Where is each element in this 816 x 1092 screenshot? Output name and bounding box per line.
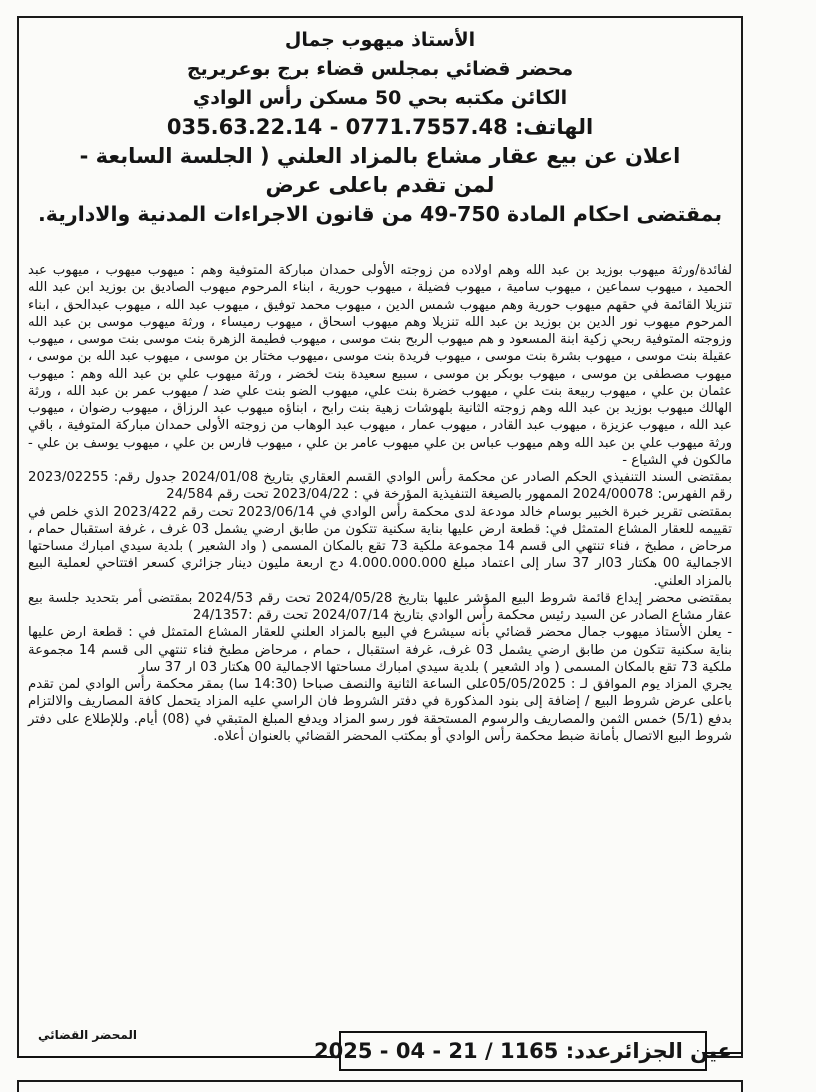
bailiff-name: الأستاذ ميهوب جمال — [284, 29, 476, 51]
announcement-title: اعلان عن بيع عقار مشاع بالمزاد العلني ( الجلسة السابعة - — [79, 144, 681, 168]
parties-paragraph: لفائدة/ورثة ميهوب بوزيد بن عبد الله وهم اولاده من زوجته الأولى حمدان مباركة المتوفية وهم : ميهوب ميهوب ، ميهوب عبد الحميد ، ميهوب سماعين ، ميهوب سامية ، ميهوب فضيلة ، ميهوب حورية ، ابناء المرحوم ميهوب الصاديق بن بوزيد ابن عبد الله تنزيلا القائمة في حقهم ميهوب حورية وهم ميهوب شمس الدين ، ميهوب محمد توفيق ، ميهوب عبد الله ، ميهوب عبدالحق ، ابناء المرحوم ميهوب نور الدين بن بوزيد بن عبد الله تنزيلا وهم ميهوب اسحاق ، ميهوب رميساء ، ورثة ميهوب موسى بن عبد الله وزوجته المتوفية ربحي زكية ابنة المسعود و هم ميهوب الربح بنت موسى ، ميهوب فطيمة الزهرة بنت موسى بنت موسى ، ميهوب عقيلة بنت موسى ، ميهوب بشرة بنت موسى ، ميهوب فريدة بنت موسى ،ميهوب مختار بن موسى ، ميهوب عبد الله بن موسى ، ميهوب مصطفى بن موسى ، ميهوب بوبكر بن موسى ، سبيع سعيدة بنت لخضر ، ورثة ميهوب علي بن عبد الله وهم : ميهوب عثمان بن علي ، ميهوب ربيعة بنت علي ، ميهوب خضرة بنت علي، ميهوب الضو بنت علي ضد / ميهوب عمر بن عبد الله ، ورثة الهالك ميهوب بوزيد بن عبد الله وهم زوجته الثانية بلهوشات زهية بنت رابح ، ابناؤه ميهوب عبد الرزاق ، ميهوب رضوان ، ميهوب عبد الله ، ميهوب عزيزة ، ميهوب عبد القادر ، ميهوب عمار ، ميهوب عبد الوهاب من زوجته الأولى حمدان مباركة المتوفية ، باقي ورثة ميهوب علي بن عبد الله وهم ميهوب عباس بن علي ميهوب عامر بن علي ، ميهوب فارس بن علي ، ميهوب يوسف بن علي - مالكون في الشياع - — [28, 263, 732, 468]
bottom-rule — [17, 1056, 339, 1058]
next-announcement-frame — [17, 1080, 743, 1092]
publication-reference — [314, 1031, 732, 1071]
legal-basis: بمقتضى احكام المادة 750-49 من قانون الاجراءات المدنية والادارية. — [37, 202, 723, 226]
office-address: الكائن مكتبه بحي 50 مسكن رأس الوادي — [192, 87, 568, 109]
announcement-body — [28, 262, 732, 745]
signature-label: المحضر القضائي — [38, 1028, 138, 1042]
property-paragraph: - يعلن الأستاذ ميهوب جمال محضر قضائي بأنه سيشرع في البيع بالمزاد العلني للعقار المشاع المتمثل في : قطعة ارض عليها بناية سكنية تتكون من طابق ارضي يشمل 03 غرف، غرفة استقبال ، حمام ، مرحاض مطبخ فناء تنتهي الى قسم 14 مجموعة ملكية 73 تقع بالمكان المسمى ( واد الشعير ) بلدية سيدي امبارك مساحتها الاجمالية 00 هكتار 03 ار 37 سار — [28, 625, 732, 675]
auction-paragraph: يجري المزاد يوم الموافق لـ : 05/05/2025على الساعة الثانية والنصف صباحا (14:30 سا) بمقر محكمة رأس الوادي لمن تقدم باعلى عرض شروط البيع / إضافة إلى بنود المذكورة في دفتر الشروط فان الراسي عليه المزاد يتحمل كافة المصاريف والالتزام بدفع (5/1) خمس الثمن والمصاريف والرسوم المستحقة فور رسو المزاد ويدفع المبلغ المتبقي في (08) أيام. وللإطلاع على دفتر شروط البيع الاتصال بأمانة ضبط محكمة رأس الوادي أو بمكتب المحضر القضائي بالعنوان أعلاه. — [28, 677, 732, 744]
judgment-paragraph: بمقتضى السند التنفيذي الحكم الصادر عن محكمة رأس الوادي القسم العقاري بتاريخ 2024/01/08 جدول رقم: 2023/02255 رقم الفهرس: 2024/00078 الممهور بالصيغة التنفيذية المؤرخة في : 2023/04/22 تحت رقم 24/584 — [28, 470, 732, 503]
reference-text: عين الجزائرعدد: 1165 / 21 - 04 - 2025 — [314, 1039, 732, 1063]
announcement-header — [30, 26, 730, 229]
conditions-paragraph: بمقتضى محضر إيداع قائمة شروط البيع المؤشر عليها بتاريخ 2024/05/28 تحت رقم 2024/53 بمقتضى أمر بتحديد جلسة بيع عقار مشاع الصادر عن السيد رئيس محكمة رأس الوادي بتاريخ 2024/07/14 تحت رقم :24/1357 — [28, 590, 732, 623]
announcement-subtitle: لمن تقدم باعلى عرض — [265, 173, 495, 197]
phone-numbers: الهاتف: 0771.7557.48 - 035.63.22.14 — [166, 115, 594, 139]
expert-report-paragraph: بمقتضى تقرير خبرة الخبير بوسام خالد مودعة لدى محكمة رأس الوادي في 2023/06/14 تحت رقم 2023/422 الذي خلص في تقييمه للعقار المشاع المتمثل في: قطعة ارض عليها بناية سكنية تتكون من طابق ارضي يشمل 03 غرف ، غرفة استقبال حمام ، مرحاض ، مطبخ ، فناء تنتهي الى قسم 14 مجموعة ملكية 73 تقع بالمكان المسمى ( واد الشعير ) بلدية سيدي امبارك مساحتها الاجمالية 00 هكتار 03ار 37 سار إلى اعتماد مبلغ 4.000.000.000 دج اربعة مليون دينار جزائري كسعر افتتاحي لعملية البيع بالمزاد العلني. — [28, 504, 733, 589]
bailiff-title: محضر قضائي بمجلس قضاء برج بوعريريج — [186, 58, 574, 80]
